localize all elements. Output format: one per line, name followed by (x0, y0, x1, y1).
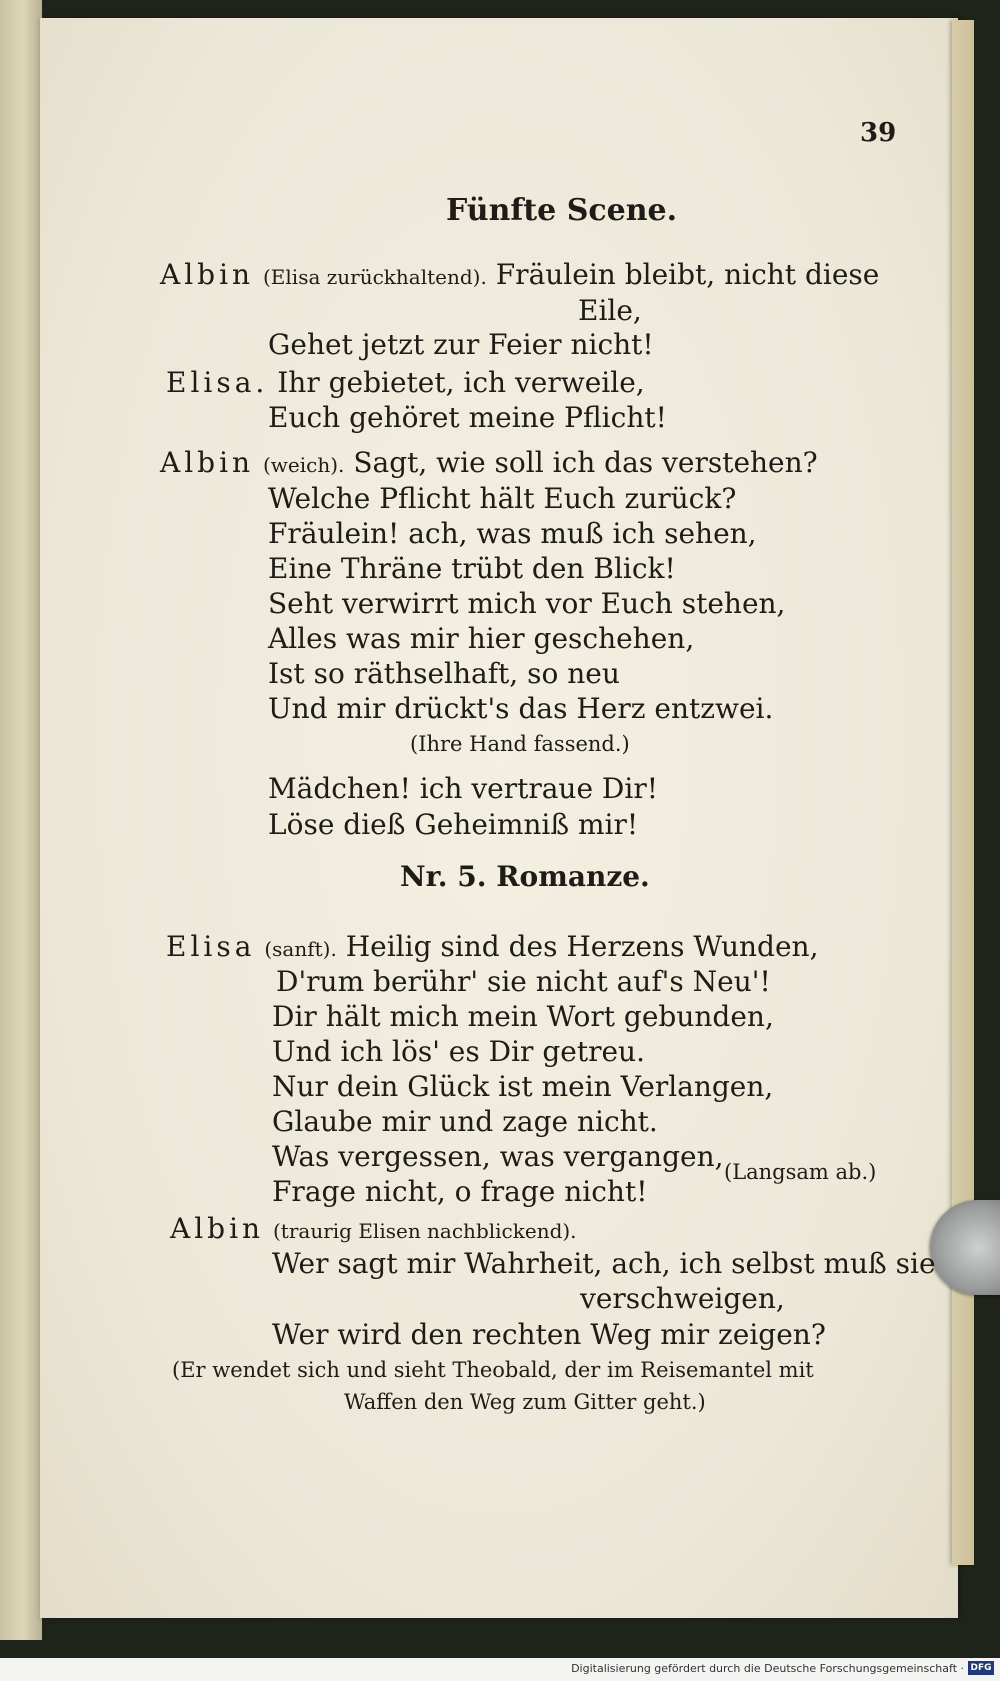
verse-line: Dir hält mich mein Wort gebunden, (272, 1000, 774, 1033)
verse-line: Glaube mir und zage nicht. (272, 1105, 658, 1138)
speech-elisa-1 (166, 366, 645, 399)
verse-line: D'rum berühr' sie nicht auf's Neu'! (276, 965, 771, 998)
book-right-cover (952, 20, 974, 1565)
verse-line: Ihr gebietet, ich verweile, (277, 366, 645, 399)
verse-line: Gehet jetzt zur Feier nicht! (268, 328, 654, 361)
speech-albin-2 (160, 446, 818, 479)
book-left-cover (0, 0, 42, 1640)
verse-line: Fräulein bleibt, nicht diese (495, 258, 880, 291)
verse-line: Was vergessen, was vergangen, (272, 1140, 724, 1173)
speaker-name: Elisa. (166, 366, 269, 399)
verse-line: Eile, (578, 294, 642, 327)
verse-line: Frage nicht, o frage nicht! (272, 1175, 648, 1208)
speech-albin-1 (160, 258, 879, 291)
speaker-name: Albin (170, 1212, 265, 1245)
stage-direction: (Elisa zurückhaltend). (263, 265, 487, 289)
speaker-name: Albin (160, 446, 255, 479)
verse-line: Euch gehöret meine Pflicht! (268, 401, 667, 434)
dfg-logo: DFG (968, 1661, 994, 1675)
verse-line: Eine Thräne trübt den Blick! (268, 552, 676, 585)
verse-line: Löse dieß Geheimniß mir! (268, 808, 639, 841)
speaker-name: Elisa (166, 930, 256, 963)
stage-direction: Waffen den Weg zum Gitter geht.) (344, 1390, 706, 1414)
verse-line: Fräulein! ach, was muß ich sehen, (268, 517, 757, 550)
verse-line: Wer wird den rechten Weg mir zeigen? (272, 1318, 826, 1351)
page-number: 39 (860, 118, 897, 148)
verse-line: Seht verwirrt mich vor Euch stehen, (268, 587, 786, 620)
speech-elisa-2 (166, 930, 818, 963)
stage-direction: (traurig Elisen nachblickend). (273, 1219, 577, 1243)
verse-line: verschweigen, (580, 1282, 785, 1315)
stage-direction: (Ihre Hand fassend.) (410, 732, 630, 756)
stage-direction: (weich). (263, 453, 345, 477)
footer-credit: Digitalisierung gefördert durch die Deutsche Forschungsgemeinschaft · (571, 1662, 964, 1675)
verse-line: Mädchen! ich vertraue Dir! (268, 772, 658, 805)
verse-line: Und ich lös' es Dir getreu. (272, 1035, 645, 1068)
speech-albin-3 (170, 1212, 577, 1245)
verse-line: Nur dein Glück ist mein Verlangen, (272, 1070, 774, 1103)
verse-line: Alles was mir hier geschehen, (268, 622, 695, 655)
section-heading: Nr. 5. Romanze. (400, 860, 650, 893)
verse-line: Heilig sind des Herzens Wunden, (345, 930, 819, 963)
verse-line: Welche Pflicht hält Euch zurück? (268, 482, 737, 515)
speaker-name: Albin (160, 258, 255, 291)
verse-line: Wer sagt mir Wahrheit, ach, ich selbst muß sie (272, 1247, 936, 1280)
stage-direction: (Er wendet sich und sieht Theobald, der im Reisemantel mit (172, 1358, 814, 1382)
scene-title: Fünfte Scene. (446, 193, 678, 228)
verse-line: Ist so räthselhaft, so neu (268, 657, 620, 690)
exit-direction: (Langsam ab.) (724, 1160, 877, 1184)
stage-direction: (sanft). (264, 937, 337, 961)
verse-line: Und mir drückt's das Herz entzwei. (268, 692, 774, 725)
verse-line: Sagt, wie soll ich das verstehen? (353, 446, 818, 479)
